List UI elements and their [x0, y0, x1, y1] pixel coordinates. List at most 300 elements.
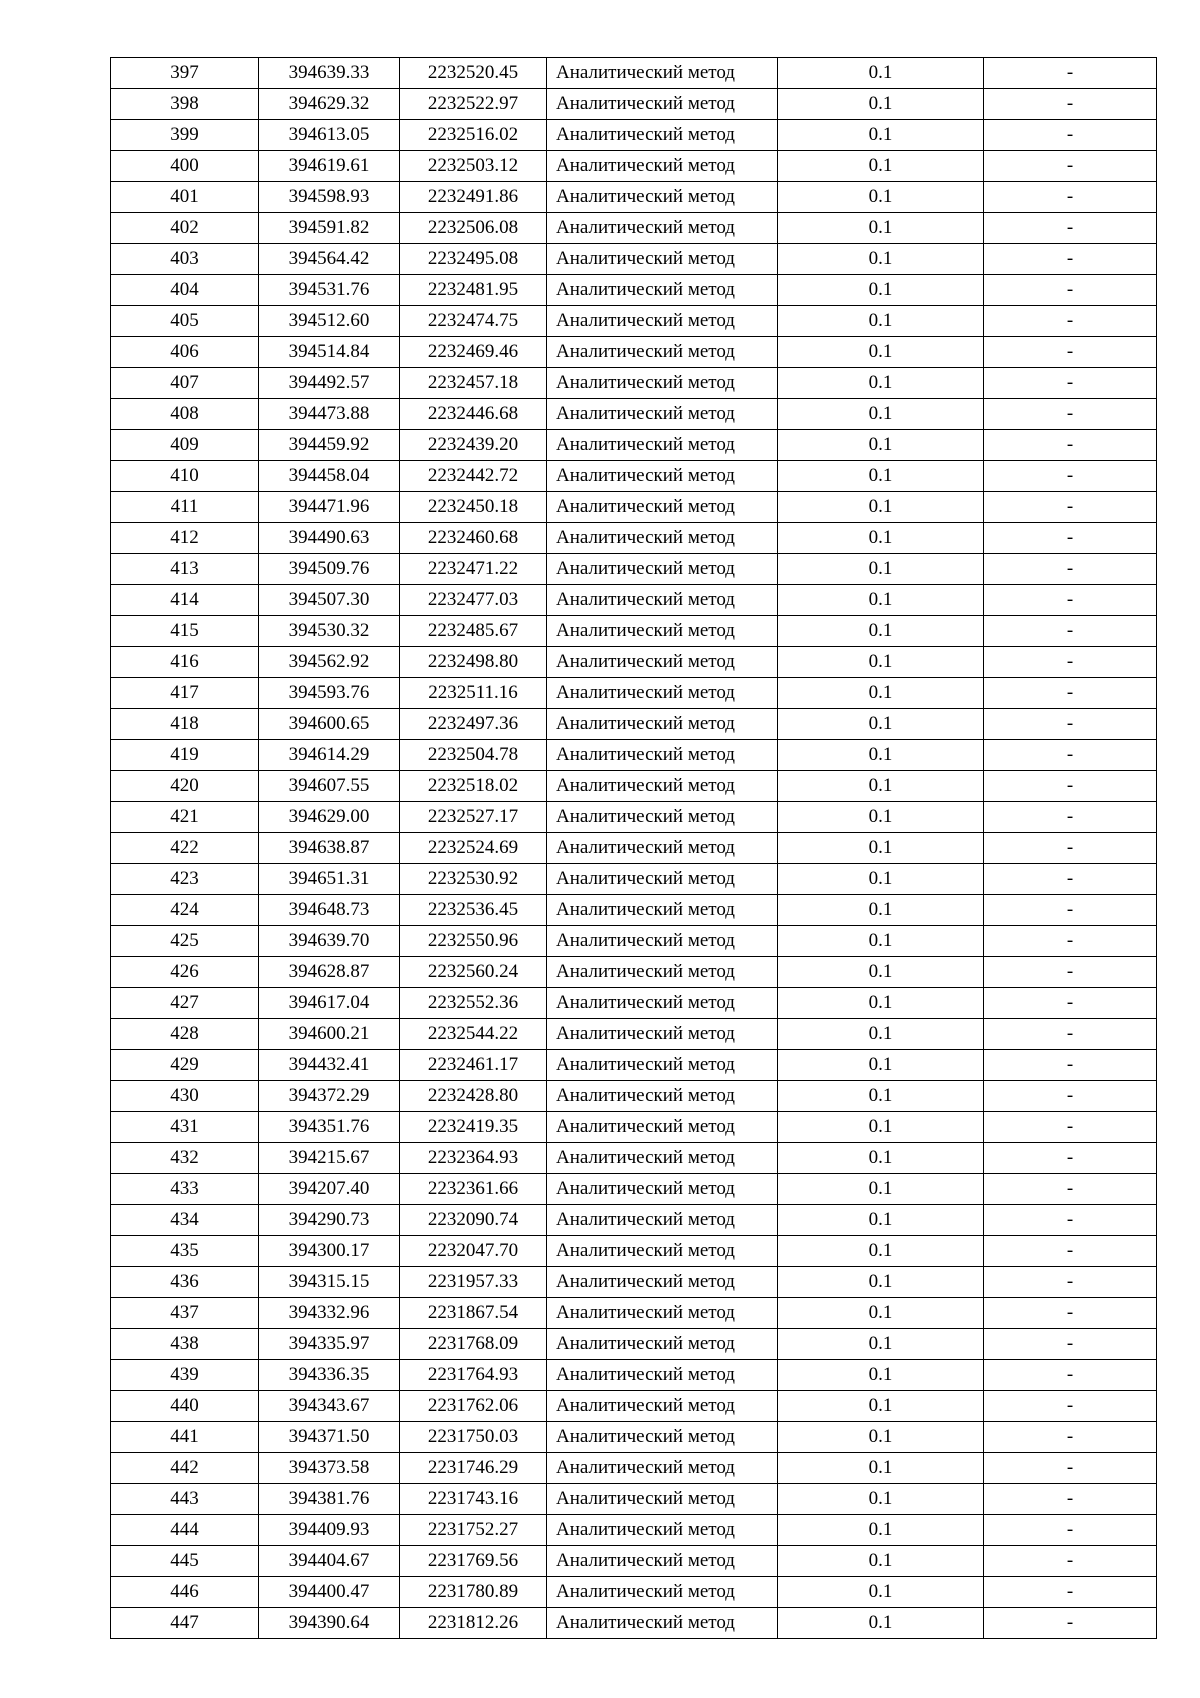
y-coordinate-cell: 2232511.16: [400, 678, 547, 709]
precision-cell: 0.1: [778, 89, 984, 120]
x-coordinate-cell: 394473.88: [259, 399, 400, 430]
x-coordinate-cell: 394492.57: [259, 368, 400, 399]
precision-cell: 0.1: [778, 1081, 984, 1112]
x-coordinate-cell: 394343.67: [259, 1391, 400, 1422]
point-number-cell: 432: [111, 1143, 259, 1174]
point-number-cell: 425: [111, 926, 259, 957]
y-coordinate-cell: 2232497.36: [400, 709, 547, 740]
point-number-cell: 421: [111, 802, 259, 833]
point-number-cell: 435: [111, 1236, 259, 1267]
method-cell: Аналитический метод: [547, 1360, 778, 1391]
point-number-cell: 424: [111, 895, 259, 926]
note-cell: -: [984, 1205, 1157, 1236]
method-cell: Аналитический метод: [547, 1174, 778, 1205]
x-coordinate-cell: 394562.92: [259, 647, 400, 678]
note-cell: -: [984, 430, 1157, 461]
method-cell: Аналитический метод: [547, 1205, 778, 1236]
precision-cell: 0.1: [778, 1236, 984, 1267]
x-coordinate-cell: 394598.93: [259, 182, 400, 213]
point-number-cell: 429: [111, 1050, 259, 1081]
point-number-cell: 437: [111, 1298, 259, 1329]
y-coordinate-cell: 2232506.08: [400, 213, 547, 244]
x-coordinate-cell: 394404.67: [259, 1546, 400, 1577]
table-row: [111, 58, 1157, 89]
precision-cell: 0.1: [778, 709, 984, 740]
method-cell: Аналитический метод: [547, 833, 778, 864]
method-cell: Аналитический метод: [547, 1081, 778, 1112]
method-cell: Аналитический метод: [547, 399, 778, 430]
precision-cell: 0.1: [778, 1360, 984, 1391]
x-coordinate-cell: 394564.42: [259, 244, 400, 275]
method-cell: Аналитический метод: [547, 1019, 778, 1050]
precision-cell: 0.1: [778, 151, 984, 182]
note-cell: -: [984, 1050, 1157, 1081]
method-cell: Аналитический метод: [547, 740, 778, 771]
table-row: [111, 1143, 1157, 1174]
y-coordinate-cell: 2232530.92: [400, 864, 547, 895]
table-row: [111, 554, 1157, 585]
table-row: [111, 1112, 1157, 1143]
point-number-cell: 438: [111, 1329, 259, 1360]
point-number-cell: 447: [111, 1608, 259, 1639]
method-cell: Аналитический метод: [547, 1422, 778, 1453]
y-coordinate-cell: 2231780.89: [400, 1577, 547, 1608]
point-number-cell: 420: [111, 771, 259, 802]
table-row: [111, 306, 1157, 337]
point-number-cell: 403: [111, 244, 259, 275]
point-number-cell: 441: [111, 1422, 259, 1453]
y-coordinate-cell: 2232491.86: [400, 182, 547, 213]
table-row: [111, 864, 1157, 895]
table-row: [111, 709, 1157, 740]
x-coordinate-cell: 394390.64: [259, 1608, 400, 1639]
precision-cell: 0.1: [778, 275, 984, 306]
note-cell: -: [984, 1546, 1157, 1577]
note-cell: -: [984, 1608, 1157, 1639]
x-coordinate-cell: 394373.58: [259, 1453, 400, 1484]
table-row: [111, 430, 1157, 461]
x-coordinate-cell: 394290.73: [259, 1205, 400, 1236]
y-coordinate-cell: 2232503.12: [400, 151, 547, 182]
y-coordinate-cell: 2232364.93: [400, 1143, 547, 1174]
table-row: [111, 1608, 1157, 1639]
y-coordinate-cell: 2231957.33: [400, 1267, 547, 1298]
precision-cell: 0.1: [778, 895, 984, 926]
note-cell: -: [984, 275, 1157, 306]
note-cell: -: [984, 988, 1157, 1019]
x-coordinate-cell: 394600.21: [259, 1019, 400, 1050]
precision-cell: 0.1: [778, 771, 984, 802]
note-cell: -: [984, 585, 1157, 616]
note-cell: -: [984, 1174, 1157, 1205]
precision-cell: 0.1: [778, 802, 984, 833]
x-coordinate-cell: 394381.76: [259, 1484, 400, 1515]
point-number-cell: 439: [111, 1360, 259, 1391]
y-coordinate-cell: 2231743.16: [400, 1484, 547, 1515]
point-number-cell: 422: [111, 833, 259, 864]
note-cell: -: [984, 523, 1157, 554]
method-cell: Аналитический метод: [547, 1608, 778, 1639]
point-number-cell: 409: [111, 430, 259, 461]
note-cell: -: [984, 647, 1157, 678]
point-number-cell: 413: [111, 554, 259, 585]
table-row: [111, 1298, 1157, 1329]
point-number-cell: 428: [111, 1019, 259, 1050]
method-cell: Аналитический метод: [547, 1143, 778, 1174]
x-coordinate-cell: 394591.82: [259, 213, 400, 244]
x-coordinate-cell: 394530.32: [259, 616, 400, 647]
method-cell: Аналитический метод: [547, 709, 778, 740]
note-cell: -: [984, 864, 1157, 895]
x-coordinate-cell: 394509.76: [259, 554, 400, 585]
table-row: [111, 151, 1157, 182]
precision-cell: 0.1: [778, 554, 984, 585]
table-row: [111, 833, 1157, 864]
table-row: [111, 275, 1157, 306]
note-cell: -: [984, 678, 1157, 709]
method-cell: Аналитический метод: [547, 616, 778, 647]
point-number-cell: 397: [111, 58, 259, 89]
point-number-cell: 401: [111, 182, 259, 213]
point-number-cell: 408: [111, 399, 259, 430]
x-coordinate-cell: 394629.00: [259, 802, 400, 833]
method-cell: Аналитический метод: [547, 1577, 778, 1608]
method-cell: Аналитический метод: [547, 58, 778, 89]
precision-cell: 0.1: [778, 1484, 984, 1515]
note-cell: -: [984, 1298, 1157, 1329]
precision-cell: 0.1: [778, 430, 984, 461]
method-cell: Аналитический метод: [547, 337, 778, 368]
x-coordinate-cell: 394215.67: [259, 1143, 400, 1174]
y-coordinate-cell: 2232090.74: [400, 1205, 547, 1236]
precision-cell: 0.1: [778, 1050, 984, 1081]
precision-cell: 0.1: [778, 585, 984, 616]
coordinates-table-body: [111, 58, 1157, 1639]
point-number-cell: 414: [111, 585, 259, 616]
table-row: [111, 120, 1157, 151]
point-number-cell: 434: [111, 1205, 259, 1236]
note-cell: -: [984, 1236, 1157, 1267]
note-cell: -: [984, 461, 1157, 492]
x-coordinate-cell: 394514.84: [259, 337, 400, 368]
table-row: [111, 1081, 1157, 1112]
precision-cell: 0.1: [778, 523, 984, 554]
precision-cell: 0.1: [778, 740, 984, 771]
y-coordinate-cell: 2232460.68: [400, 523, 547, 554]
precision-cell: 0.1: [778, 1019, 984, 1050]
precision-cell: 0.1: [778, 1174, 984, 1205]
point-number-cell: 445: [111, 1546, 259, 1577]
precision-cell: 0.1: [778, 182, 984, 213]
note-cell: -: [984, 368, 1157, 399]
x-coordinate-cell: 394629.32: [259, 89, 400, 120]
y-coordinate-cell: 2231764.93: [400, 1360, 547, 1391]
point-number-cell: 406: [111, 337, 259, 368]
y-coordinate-cell: 2232518.02: [400, 771, 547, 802]
precision-cell: 0.1: [778, 864, 984, 895]
table-row: [111, 1205, 1157, 1236]
x-coordinate-cell: 394512.60: [259, 306, 400, 337]
table-row: [111, 1515, 1157, 1546]
coordinates-table: [110, 57, 1157, 1639]
table-row: [111, 1174, 1157, 1205]
note-cell: -: [984, 1453, 1157, 1484]
method-cell: Аналитический метод: [547, 864, 778, 895]
point-number-cell: 400: [111, 151, 259, 182]
point-number-cell: 402: [111, 213, 259, 244]
precision-cell: 0.1: [778, 1298, 984, 1329]
method-cell: Аналитический метод: [547, 1546, 778, 1577]
method-cell: Аналитический метод: [547, 182, 778, 213]
point-number-cell: 418: [111, 709, 259, 740]
method-cell: Аналитический метод: [547, 244, 778, 275]
precision-cell: 0.1: [778, 1267, 984, 1298]
precision-cell: 0.1: [778, 1453, 984, 1484]
y-coordinate-cell: 2232439.20: [400, 430, 547, 461]
method-cell: Аналитический метод: [547, 151, 778, 182]
method-cell: Аналитический метод: [547, 89, 778, 120]
table-row: [111, 678, 1157, 709]
x-coordinate-cell: 394639.33: [259, 58, 400, 89]
table-row: [111, 771, 1157, 802]
precision-cell: 0.1: [778, 120, 984, 151]
x-coordinate-cell: 394351.76: [259, 1112, 400, 1143]
point-number-cell: 423: [111, 864, 259, 895]
method-cell: Аналитический метод: [547, 1050, 778, 1081]
point-number-cell: 417: [111, 678, 259, 709]
y-coordinate-cell: 2232450.18: [400, 492, 547, 523]
precision-cell: 0.1: [778, 988, 984, 1019]
table-row: [111, 1267, 1157, 1298]
note-cell: -: [984, 1577, 1157, 1608]
note-cell: -: [984, 926, 1157, 957]
x-coordinate-cell: 394372.29: [259, 1081, 400, 1112]
method-cell: Аналитический метод: [547, 306, 778, 337]
note-cell: -: [984, 58, 1157, 89]
y-coordinate-cell: 2231746.29: [400, 1453, 547, 1484]
point-number-cell: 411: [111, 492, 259, 523]
precision-cell: 0.1: [778, 957, 984, 988]
note-cell: -: [984, 244, 1157, 275]
precision-cell: 0.1: [778, 461, 984, 492]
y-coordinate-cell: 2231812.26: [400, 1608, 547, 1639]
method-cell: Аналитический метод: [547, 1236, 778, 1267]
point-number-cell: 431: [111, 1112, 259, 1143]
point-number-cell: 426: [111, 957, 259, 988]
precision-cell: 0.1: [778, 58, 984, 89]
table-row: [111, 399, 1157, 430]
y-coordinate-cell: 2232471.22: [400, 554, 547, 585]
y-coordinate-cell: 2232446.68: [400, 399, 547, 430]
y-coordinate-cell: 2232527.17: [400, 802, 547, 833]
method-cell: Аналитический метод: [547, 1453, 778, 1484]
table-row: [111, 213, 1157, 244]
point-number-cell: 398: [111, 89, 259, 120]
x-coordinate-cell: 394471.96: [259, 492, 400, 523]
method-cell: Аналитический метод: [547, 1515, 778, 1546]
table-row: [111, 337, 1157, 368]
y-coordinate-cell: 2231752.27: [400, 1515, 547, 1546]
note-cell: -: [984, 399, 1157, 430]
y-coordinate-cell: 2232047.70: [400, 1236, 547, 1267]
note-cell: -: [984, 1081, 1157, 1112]
note-cell: -: [984, 1267, 1157, 1298]
table-row: [111, 1422, 1157, 1453]
method-cell: Аналитический метод: [547, 430, 778, 461]
y-coordinate-cell: 2231768.09: [400, 1329, 547, 1360]
precision-cell: 0.1: [778, 337, 984, 368]
note-cell: -: [984, 709, 1157, 740]
x-coordinate-cell: 394648.73: [259, 895, 400, 926]
method-cell: Аналитический метод: [547, 523, 778, 554]
note-cell: -: [984, 1329, 1157, 1360]
y-coordinate-cell: 2231750.03: [400, 1422, 547, 1453]
method-cell: Аналитический метод: [547, 275, 778, 306]
precision-cell: 0.1: [778, 678, 984, 709]
note-cell: -: [984, 1422, 1157, 1453]
precision-cell: 0.1: [778, 616, 984, 647]
x-coordinate-cell: 394531.76: [259, 275, 400, 306]
point-number-cell: 415: [111, 616, 259, 647]
table-row: [111, 1329, 1157, 1360]
note-cell: -: [984, 1391, 1157, 1422]
precision-cell: 0.1: [778, 244, 984, 275]
note-cell: -: [984, 306, 1157, 337]
x-coordinate-cell: 394638.87: [259, 833, 400, 864]
x-coordinate-cell: 394300.17: [259, 1236, 400, 1267]
x-coordinate-cell: 394432.41: [259, 1050, 400, 1081]
point-number-cell: 444: [111, 1515, 259, 1546]
note-cell: -: [984, 120, 1157, 151]
y-coordinate-cell: 2232461.17: [400, 1050, 547, 1081]
note-cell: -: [984, 1019, 1157, 1050]
method-cell: Аналитический метод: [547, 957, 778, 988]
x-coordinate-cell: 394458.04: [259, 461, 400, 492]
table-row: [111, 988, 1157, 1019]
x-coordinate-cell: 394409.93: [259, 1515, 400, 1546]
precision-cell: 0.1: [778, 1546, 984, 1577]
x-coordinate-cell: 394400.47: [259, 1577, 400, 1608]
precision-cell: 0.1: [778, 1205, 984, 1236]
table-row: [111, 1546, 1157, 1577]
x-coordinate-cell: 394617.04: [259, 988, 400, 1019]
point-number-cell: 443: [111, 1484, 259, 1515]
precision-cell: 0.1: [778, 1577, 984, 1608]
precision-cell: 0.1: [778, 213, 984, 244]
y-coordinate-cell: 2232428.80: [400, 1081, 547, 1112]
table-row: [111, 1484, 1157, 1515]
table-row: [111, 1577, 1157, 1608]
y-coordinate-cell: 2232536.45: [400, 895, 547, 926]
y-coordinate-cell: 2232495.08: [400, 244, 547, 275]
precision-cell: 0.1: [778, 306, 984, 337]
y-coordinate-cell: 2232560.24: [400, 957, 547, 988]
y-coordinate-cell: 2232477.03: [400, 585, 547, 616]
y-coordinate-cell: 2231762.06: [400, 1391, 547, 1422]
precision-cell: 0.1: [778, 1143, 984, 1174]
y-coordinate-cell: 2231769.56: [400, 1546, 547, 1577]
x-coordinate-cell: 394619.61: [259, 151, 400, 182]
table-row: [111, 957, 1157, 988]
table-row: [111, 1453, 1157, 1484]
method-cell: Аналитический метод: [547, 1329, 778, 1360]
method-cell: Аналитический метод: [547, 1298, 778, 1329]
point-number-cell: 399: [111, 120, 259, 151]
precision-cell: 0.1: [778, 1608, 984, 1639]
point-number-cell: 433: [111, 1174, 259, 1205]
y-coordinate-cell: 2232524.69: [400, 833, 547, 864]
y-coordinate-cell: 2232516.02: [400, 120, 547, 151]
x-coordinate-cell: 394207.40: [259, 1174, 400, 1205]
precision-cell: 0.1: [778, 1112, 984, 1143]
point-number-cell: 416: [111, 647, 259, 678]
point-number-cell: 404: [111, 275, 259, 306]
note-cell: -: [984, 213, 1157, 244]
method-cell: Аналитический метод: [547, 1391, 778, 1422]
precision-cell: 0.1: [778, 1329, 984, 1360]
table-row: [111, 1236, 1157, 1267]
x-coordinate-cell: 394332.96: [259, 1298, 400, 1329]
x-coordinate-cell: 394490.63: [259, 523, 400, 554]
table-row: [111, 1019, 1157, 1050]
y-coordinate-cell: 2232520.45: [400, 58, 547, 89]
y-coordinate-cell: 2232457.18: [400, 368, 547, 399]
precision-cell: 0.1: [778, 1515, 984, 1546]
table-row: [111, 802, 1157, 833]
y-coordinate-cell: 2232504.78: [400, 740, 547, 771]
method-cell: Аналитический метод: [547, 678, 778, 709]
table-row: [111, 182, 1157, 213]
x-coordinate-cell: 394335.97: [259, 1329, 400, 1360]
table-row: [111, 647, 1157, 678]
table-row: [111, 523, 1157, 554]
table-row: [111, 1391, 1157, 1422]
y-coordinate-cell: 2232361.66: [400, 1174, 547, 1205]
note-cell: -: [984, 182, 1157, 213]
x-coordinate-cell: 394607.55: [259, 771, 400, 802]
note-cell: -: [984, 1112, 1157, 1143]
y-coordinate-cell: 2232550.96: [400, 926, 547, 957]
table-row: [111, 89, 1157, 120]
note-cell: -: [984, 89, 1157, 120]
x-coordinate-cell: 394614.29: [259, 740, 400, 771]
method-cell: Аналитический метод: [547, 368, 778, 399]
y-coordinate-cell: 2232481.95: [400, 275, 547, 306]
x-coordinate-cell: 394459.92: [259, 430, 400, 461]
note-cell: -: [984, 1515, 1157, 1546]
method-cell: Аналитический метод: [547, 585, 778, 616]
x-coordinate-cell: 394613.05: [259, 120, 400, 151]
y-coordinate-cell: 2232469.46: [400, 337, 547, 368]
note-cell: -: [984, 957, 1157, 988]
note-cell: -: [984, 492, 1157, 523]
method-cell: Аналитический метод: [547, 492, 778, 523]
note-cell: -: [984, 771, 1157, 802]
precision-cell: 0.1: [778, 647, 984, 678]
precision-cell: 0.1: [778, 368, 984, 399]
precision-cell: 0.1: [778, 833, 984, 864]
table-row: [111, 244, 1157, 275]
point-number-cell: 440: [111, 1391, 259, 1422]
method-cell: Аналитический метод: [547, 1112, 778, 1143]
method-cell: Аналитический метод: [547, 461, 778, 492]
point-number-cell: 407: [111, 368, 259, 399]
method-cell: Аналитический метод: [547, 120, 778, 151]
table-row: [111, 368, 1157, 399]
x-coordinate-cell: 394600.65: [259, 709, 400, 740]
method-cell: Аналитический метод: [547, 988, 778, 1019]
method-cell: Аналитический метод: [547, 1484, 778, 1515]
